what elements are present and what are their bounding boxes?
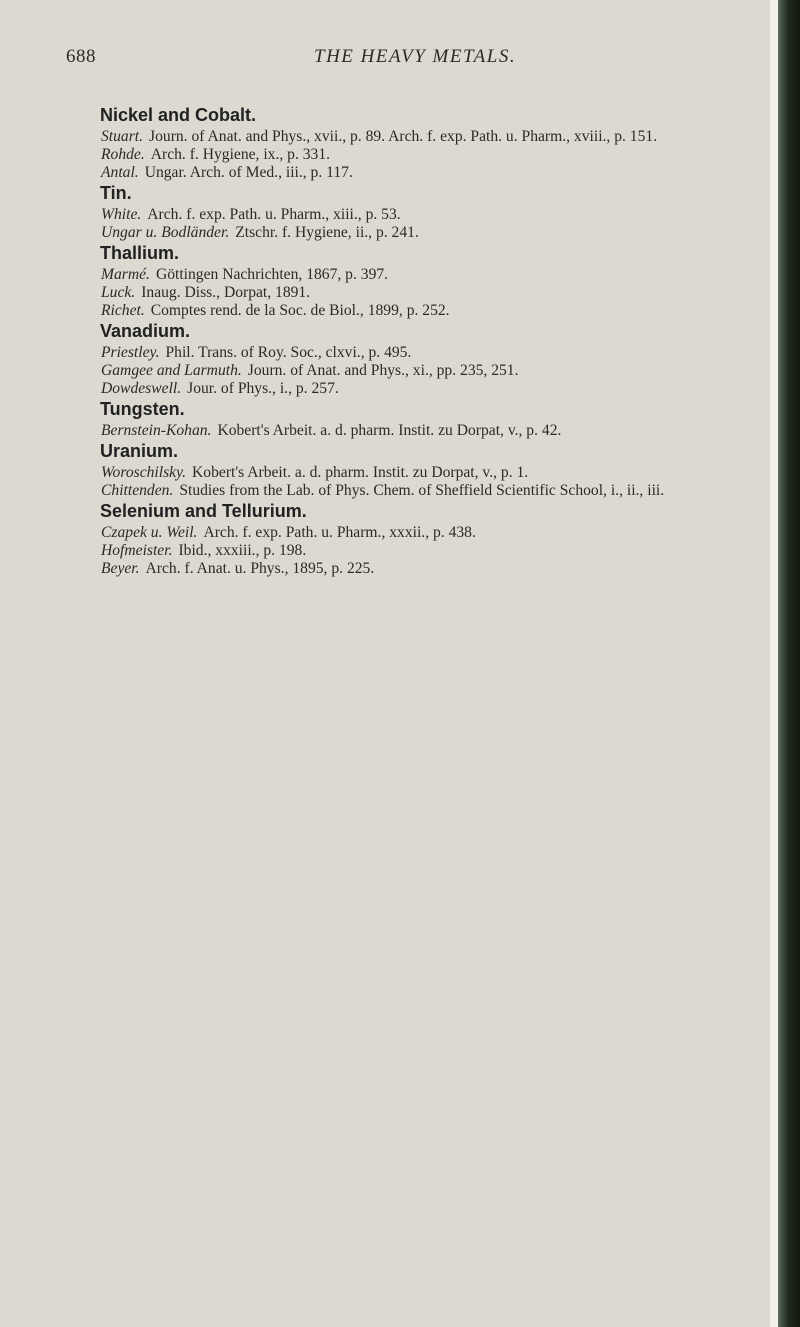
reference-entry — [101, 362, 761, 379]
section-uranium — [101, 440, 761, 499]
reference-author: Czapek u. Weil. — [101, 524, 198, 541]
reference-citation: Ibid., xxxiii., p. 198. — [178, 542, 307, 559]
reference-author: Bernstein-Kohan. — [101, 422, 212, 439]
reference-citation: Inaug. Diss., Dorpat, 1891. — [141, 284, 311, 301]
reference-citation: Journ. of Anat. and Phys., xvii., p. 89. Arch. f. exp. Path. u. Pharm., xviii., p. 151. — [149, 128, 658, 145]
reference-entry — [101, 482, 761, 499]
reference-entry — [101, 464, 761, 481]
reference-citation: Jour. of Phys., i., p. 257. — [187, 380, 339, 397]
section-title: Nickel and Cobalt. — [100, 105, 257, 125]
section-title: Thallium. — [100, 243, 180, 263]
reference-entry — [101, 164, 761, 181]
section-vanadium — [101, 320, 761, 397]
reference-citation: Arch. f. Hygiene, ix., p. 331. — [150, 146, 331, 163]
reference-author: Chittenden. — [101, 482, 174, 499]
section-tin — [101, 182, 761, 241]
page-header — [0, 46, 770, 76]
reference-author: Gamgee and Larmuth. — [101, 362, 242, 379]
reference-citation: Ungar. Arch. of Med., iii., p. 117. — [144, 164, 353, 181]
reference-citation: Göttingen Nachrichten, 1867, p. 397. — [155, 266, 389, 283]
reference-entry — [101, 422, 761, 439]
page-edge-highlight — [770, 0, 778, 1327]
section-thallium — [101, 242, 761, 319]
section-title: Selenium and Tellurium. — [100, 501, 307, 521]
reference-entry — [101, 302, 761, 319]
reference-entry — [101, 284, 761, 301]
running-head: THE HEAVY METALS. — [314, 46, 517, 67]
section-title: Uranium. — [100, 441, 179, 461]
reference-author: Ungar u. Bodländer. — [101, 224, 230, 241]
section-title: Vanadium. — [100, 321, 191, 341]
reference-citation: Kobert's Arbeit. a. d. pharm. Instit. zu Dorpat, v., p. 42. — [217, 422, 562, 439]
reference-citation: Phil. Trans. of Roy. Soc., clxvi., p. 495. — [165, 344, 412, 361]
reference-citation: Kobert's Arbeit. a. d. pharm. Instit. zu Dorpat, v., p. 1. — [192, 464, 529, 481]
bibliography — [101, 104, 761, 578]
reference-citation: Ztschr. f. Hygiene, ii., p. 241. — [235, 224, 419, 241]
reference-citation: Studies from the Lab. of Phys. Chem. of Sheffield Scientific School, i., ii., iii. — [179, 482, 665, 499]
reference-citation: Arch. f. exp. Path. u. Pharm., xiii., p. 53. — [147, 206, 401, 223]
section-tungsten — [101, 398, 761, 439]
section-selenium-tellurium — [101, 500, 761, 577]
section-nickel-cobalt — [101, 104, 761, 181]
reference-author: Marmé. — [101, 266, 150, 283]
reference-citation: Arch. f. Anat. u. Phys., 1895, p. 225. — [145, 560, 375, 577]
reference-entry — [101, 206, 761, 223]
section-title: Tungsten. — [100, 399, 185, 419]
reference-author: Rohde. — [101, 146, 145, 163]
reference-author: Stuart. — [101, 128, 144, 145]
reference-author: Dowdeswell. — [101, 380, 182, 397]
reference-entry — [101, 146, 761, 163]
reference-author: Priestley. — [101, 344, 160, 361]
reference-author: Beyer. — [101, 560, 140, 577]
reference-entry — [101, 524, 761, 541]
reference-entry — [101, 560, 761, 577]
reference-author: Richet. — [101, 302, 145, 319]
section-title: Tin. — [100, 183, 132, 203]
reference-author: Luck. — [101, 284, 136, 301]
reference-entry — [101, 128, 761, 145]
reference-author: White. — [101, 206, 142, 223]
reference-citation: Arch. f. exp. Path. u. Pharm., xxxii., p. 438. — [203, 524, 476, 541]
reference-citation: Journ. of Anat. and Phys., xi., pp. 235, 251. — [247, 362, 519, 379]
reference-entry — [101, 542, 761, 559]
reference-entry — [101, 266, 761, 283]
reference-entry — [101, 224, 761, 241]
reference-author: Woroschilsky. — [101, 464, 187, 481]
reference-citation: Comptes rend. de la Soc. de Biol., 1899, p. 252. — [150, 302, 450, 319]
reference-author: Antal. — [101, 164, 139, 181]
page-number: 688 — [66, 46, 96, 67]
reference-entry — [101, 380, 761, 397]
reference-entry — [101, 344, 761, 361]
reference-author: Hofmeister. — [101, 542, 173, 559]
